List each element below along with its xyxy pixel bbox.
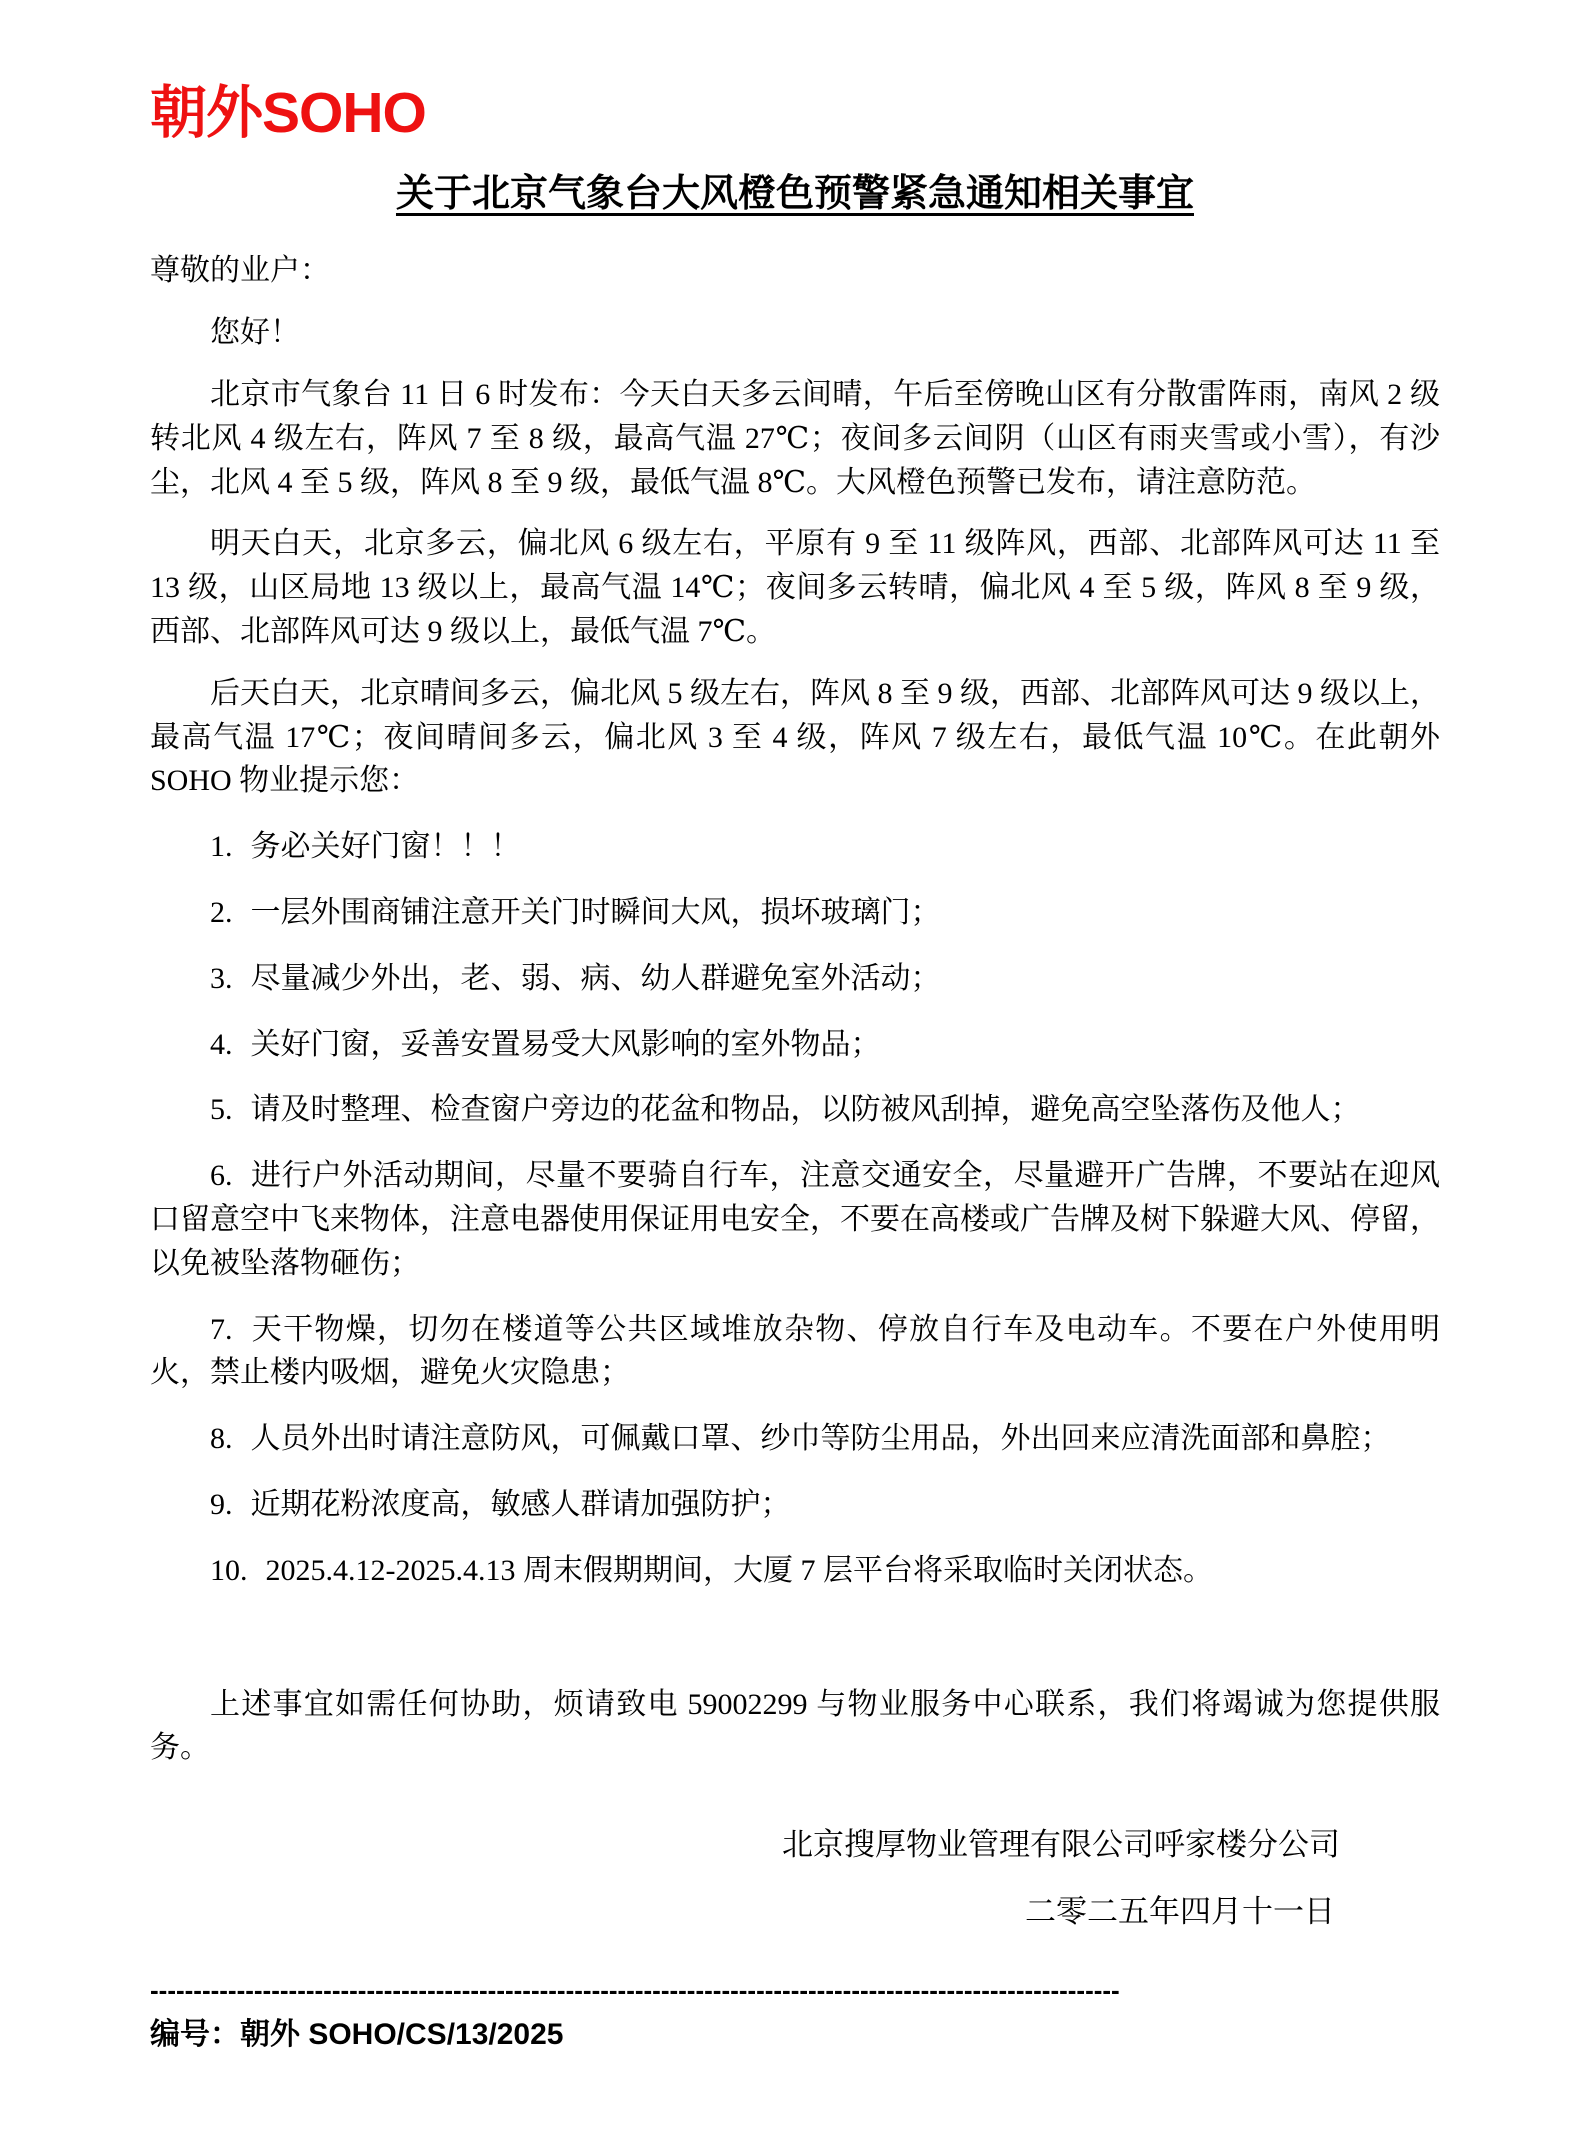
item-text: 尽量减少外出，老、弱、病、幼人群避免室外活动； <box>250 961 941 995</box>
item-text: 人员外出时请注意防风，可佩戴口罩、纱巾等防尘用品，外出回来应清洗面部和鼻腔； <box>250 1422 1391 1456</box>
item-text: 关好门窗，妥善安置易受大风影响的室外物品； <box>250 1027 881 1061</box>
item-number: 7. <box>210 1312 233 1346</box>
item-number: 4. <box>210 1027 233 1061</box>
greeting: 您好！ <box>210 316 300 350</box>
item-number: 1. <box>210 830 233 864</box>
item-text: 近期花粉浓度高，敏感人群请加强防护； <box>250 1487 791 1521</box>
weather-paragraph-today: 北京市气象台 11 日 6 时发布：今天白天多云间晴，午后至傍晚山区有分散雷阵雨，南风 2 级转北风 4 级左右，阵风 7 至 8 级，最高气温 27℃；夜间多云间阴（山区有雨夹雪或小雪），有沙尘，北风 4 至 5 级，阵风 8 至 9 级，最低气温 8℃。大风橙色预警已发布，请注意防范。 <box>150 377 1440 499</box>
item-number: 5. <box>210 1093 233 1127</box>
item-text: 一层外围商铺注意开关门时瞬间大风，损坏玻璃门； <box>250 895 941 929</box>
assistance-paragraph: 上述事宜如需任何协助，烦请致电 59002299 与物业服务中心联系，我们将竭诚为您提供服务。 <box>150 1687 1440 1765</box>
document-number: 编号：朝外 SOHO/CS/13/2025 <box>150 2017 564 2051</box>
company-logo: 朝外SOHO <box>150 81 426 145</box>
item-text: 2025.4.12-2025.4.13 周末假期期间，大厦 7 层平台将采取临时关闭状态。 <box>265 1553 1213 1587</box>
notice-item-2 <box>150 891 1440 935</box>
item-number: 9. <box>210 1487 233 1521</box>
weather-paragraph-day-after: 后天白天，北京晴间多云，偏北风 5 级左右，阵风 8 至 9 级，西部、北部阵风可达 9 级以上，最高气温 17℃；夜间晴间多云，偏北风 3 至 4 级，阵风 7 级左右，最低气温 10℃。在此朝外 SOHO 物业提示您： <box>150 676 1440 798</box>
notice-item-3 <box>150 957 1440 1001</box>
signature-company: 北京搜厚物业管理有限公司呼家楼分公司 <box>782 1827 1340 1863</box>
notice-title-text: 关于北京气象台大风橙色预警紧急通知相关事宜 <box>395 173 1194 215</box>
item-text: 进行户外活动期间，尽量不要骑自行车，注意交通安全，尽量避开广告牌，不要站在迎风口留意空中飞来物体，注意电器使用保证用电安全，不要在高楼或广告牌及树下躲避大风、停留，以免被坠落物砸伤； <box>150 1159 1440 1280</box>
item-number: 3. <box>210 961 233 995</box>
signature-date: 二零二五年四月十一日 <box>1025 1894 1335 1930</box>
notice-item-4 <box>150 1023 1440 1067</box>
dashed-divider: ---------------------------------------------------------------------------------------------------------------- <box>150 1976 1120 2003</box>
notice-item-1 <box>150 825 1440 869</box>
item-number: 8. <box>210 1422 233 1456</box>
item-number: 2. <box>210 895 233 929</box>
notice-item-8 <box>150 1417 1440 1461</box>
notice-item-9 <box>150 1483 1440 1527</box>
item-number: 6. <box>210 1159 233 1193</box>
notice-title <box>150 170 1440 219</box>
salutation: 尊敬的业户： <box>150 254 330 288</box>
item-text: 请及时整理、检查窗户旁边的花盆和物品，以防被风刮掉，避免高空坠落伤及他人； <box>250 1093 1361 1127</box>
item-text: 天干物燥，切勿在楼道等公共区域堆放杂物、停放自行车及电动车。不要在户外使用明火，禁止楼内吸烟，避免火灾隐患； <box>150 1312 1440 1390</box>
notice-item-6 <box>150 1154 1440 1285</box>
notice-item-5 <box>150 1088 1440 1132</box>
notice-item-7 <box>150 1308 1440 1396</box>
item-number: 10. <box>210 1553 248 1587</box>
item-text: 务必关好门窗！！！ <box>250 830 521 864</box>
weather-paragraph-tomorrow: 明天白天，北京多云，偏北风 6 级左右，平原有 9 至 11 级阵风，西部、北部阵风可达 11 至 13 级，山区局地 13 级以上，最高气温 14℃；夜间多云转晴，偏北风 4 至 5 级，阵风 8 至 9 级，西部、北部阵风可达 9 级以上，最低气温 7℃。 <box>150 527 1440 648</box>
notice-item-10 <box>150 1549 1440 1593</box>
